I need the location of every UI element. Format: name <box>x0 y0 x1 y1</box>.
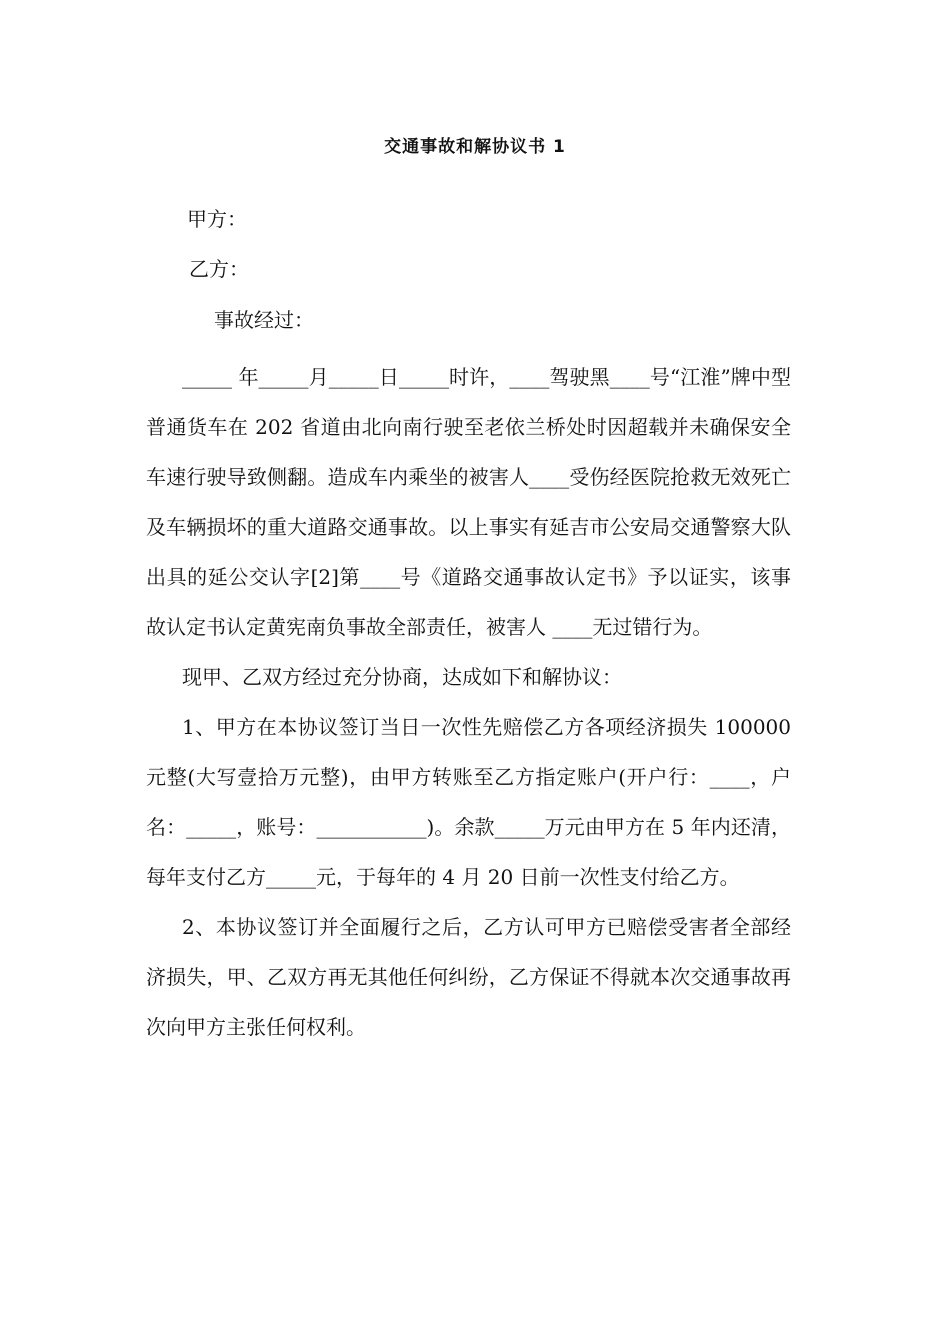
agreement-intro: 现甲、乙双方经过充分协商，达成如下和解协议： <box>182 665 622 689</box>
accident-label: 事故经过： <box>214 308 314 332</box>
document-title: 交通事故和解协议书 1 <box>384 137 566 157</box>
clause-2: 2、本协议签订并全面履行之后，乙方认可甲方已赔偿受害者全部经济损失，甲、乙双方再无其他任何纠纷，乙方保证不得就本次交通事故再次向甲方主张任何权利。 <box>146 915 791 1039</box>
accident-paragraph: _____ 年_____月_____日_____时许，____驾驶黑____号“江淮”牌中型普通货车在 202 省道由北向南行驶至老依兰桥处时因超载并未确保安全车速行驶导致侧翻。造成车内乘坐的被害人____受伤经医院抢救无效死亡及车辆损坏的重大道路交通事故。以上事实有延吉市公安局交通警察大队出具的延公交认字[2]第____号《道路交通事故认定书》予以证实，该事故认定书认定黄宪南负事故全部责任，被害人 ____无过错行为。 <box>146 365 791 639</box>
party-b-label: 乙方： <box>189 257 249 281</box>
party-a-label: 甲方： <box>187 207 247 231</box>
document-body <box>146 352 791 1052</box>
clause-1: 1、甲方在本协议签订当日一次性先赔偿乙方各项经济损失 100000 元整(大写壹拾万元整)，由甲方转账至乙方指定账户(开户行：____，户名：_____，账号：___________)。余款_____万元由甲方在 5 年内还清，每年支付乙方_____元，于每年的 4 月 20 日前一次性支付给乙方。 <box>146 715 791 889</box>
